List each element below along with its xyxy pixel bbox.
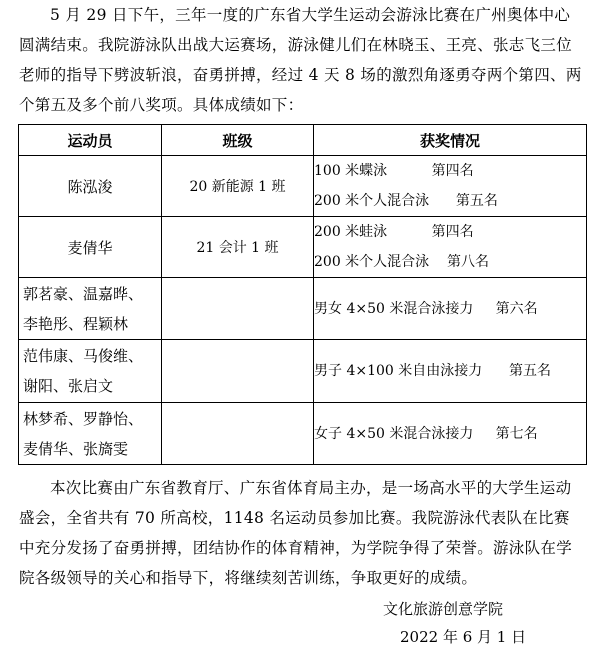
athlete-names-line: 郭茗豪、温嘉晔、	[23, 284, 144, 303]
results-table	[18, 124, 587, 465]
award-line: 男子 4×100 米自由泳接力 第五名	[314, 363, 551, 379]
athlete-cell	[19, 156, 162, 217]
table-row	[19, 278, 587, 340]
award-line: 女子 4×50 米混合泳接力 第七名	[314, 425, 538, 442]
athlete-names-line: 谢阳、张启文	[23, 377, 114, 395]
signature-organization: 文化旅游创意学院	[383, 600, 504, 618]
header-class: 班级	[162, 125, 314, 156]
award-line: 男女 4×50 米混合泳接力 第六名	[314, 300, 538, 317]
table-row	[19, 340, 587, 403]
athlete-cell	[19, 278, 162, 340]
award-cell	[314, 156, 587, 217]
class-cell	[162, 403, 314, 465]
award-line: 200 米个人混合泳 第五名	[314, 193, 498, 209]
athlete-names-line: 李艳彤、程颖林	[23, 314, 129, 333]
athlete-names-line: 林梦希、罗静怡、	[23, 409, 144, 428]
table-row	[19, 217, 587, 278]
header-awards: 获奖情况	[314, 125, 587, 156]
header-athlete: 运动员	[19, 125, 162, 156]
award-cell	[314, 278, 587, 340]
table-row	[19, 403, 587, 465]
athlete-names-line: 范伟康、马俊维、	[23, 347, 144, 365]
athlete-cell	[19, 217, 162, 278]
class-cell	[162, 340, 314, 403]
athlete-cell	[19, 403, 162, 465]
table-header-row	[19, 125, 587, 156]
class-cell: 20 新能源 1 班	[162, 156, 314, 217]
class-cell	[162, 278, 314, 340]
award-line: 100 米蝶泳 第四名	[314, 163, 474, 179]
class-cell: 21 会计 1 班	[162, 217, 314, 278]
award-cell	[314, 340, 587, 403]
closing-paragraph: 本次比赛由广东省教育厅、广东省体育局主办，是一场高水平的大学生运动盛会，全省共有 70 所高校，1148 名运动员参加比赛。我院游泳代表队在比赛中充分发扬了奋勇拼搏，团结协作的体育精神，为学院争得了荣誉。游泳队在学院各级领导的关心和指导下，将继续刻苦训练，争取更好的成绩。	[19, 479, 573, 587]
athlete-names-line: 麦倩华、张旖雯	[23, 439, 129, 458]
award-line: 200 米蛙泳 第四名	[314, 224, 474, 240]
athlete-cell	[19, 340, 162, 403]
signature-date: 2022 年 6 月 1 日	[400, 628, 527, 646]
intro-paragraph: 5 月 29 日下午，三年一度的广东省大学生运动会游泳比赛在广州奥体中心圆满结束。我院游泳队出战大运赛场，游泳健儿们在林晓玉、王亮、张志飞三位老师的指导下劈波斩浪，奋勇拼搏，经过 4 天 8 场的激烈角逐勇夺两个第四、两个第五及多个前八奖项。具体成绩如下：	[19, 6, 582, 114]
table-row	[19, 156, 587, 217]
athlete-name: 陈泓浚	[67, 177, 113, 196]
award-line: 200 米个人混合泳 第八名	[314, 254, 489, 270]
athlete-name: 麦倩华	[67, 238, 113, 257]
award-cell	[314, 217, 587, 278]
award-cell	[314, 403, 587, 465]
